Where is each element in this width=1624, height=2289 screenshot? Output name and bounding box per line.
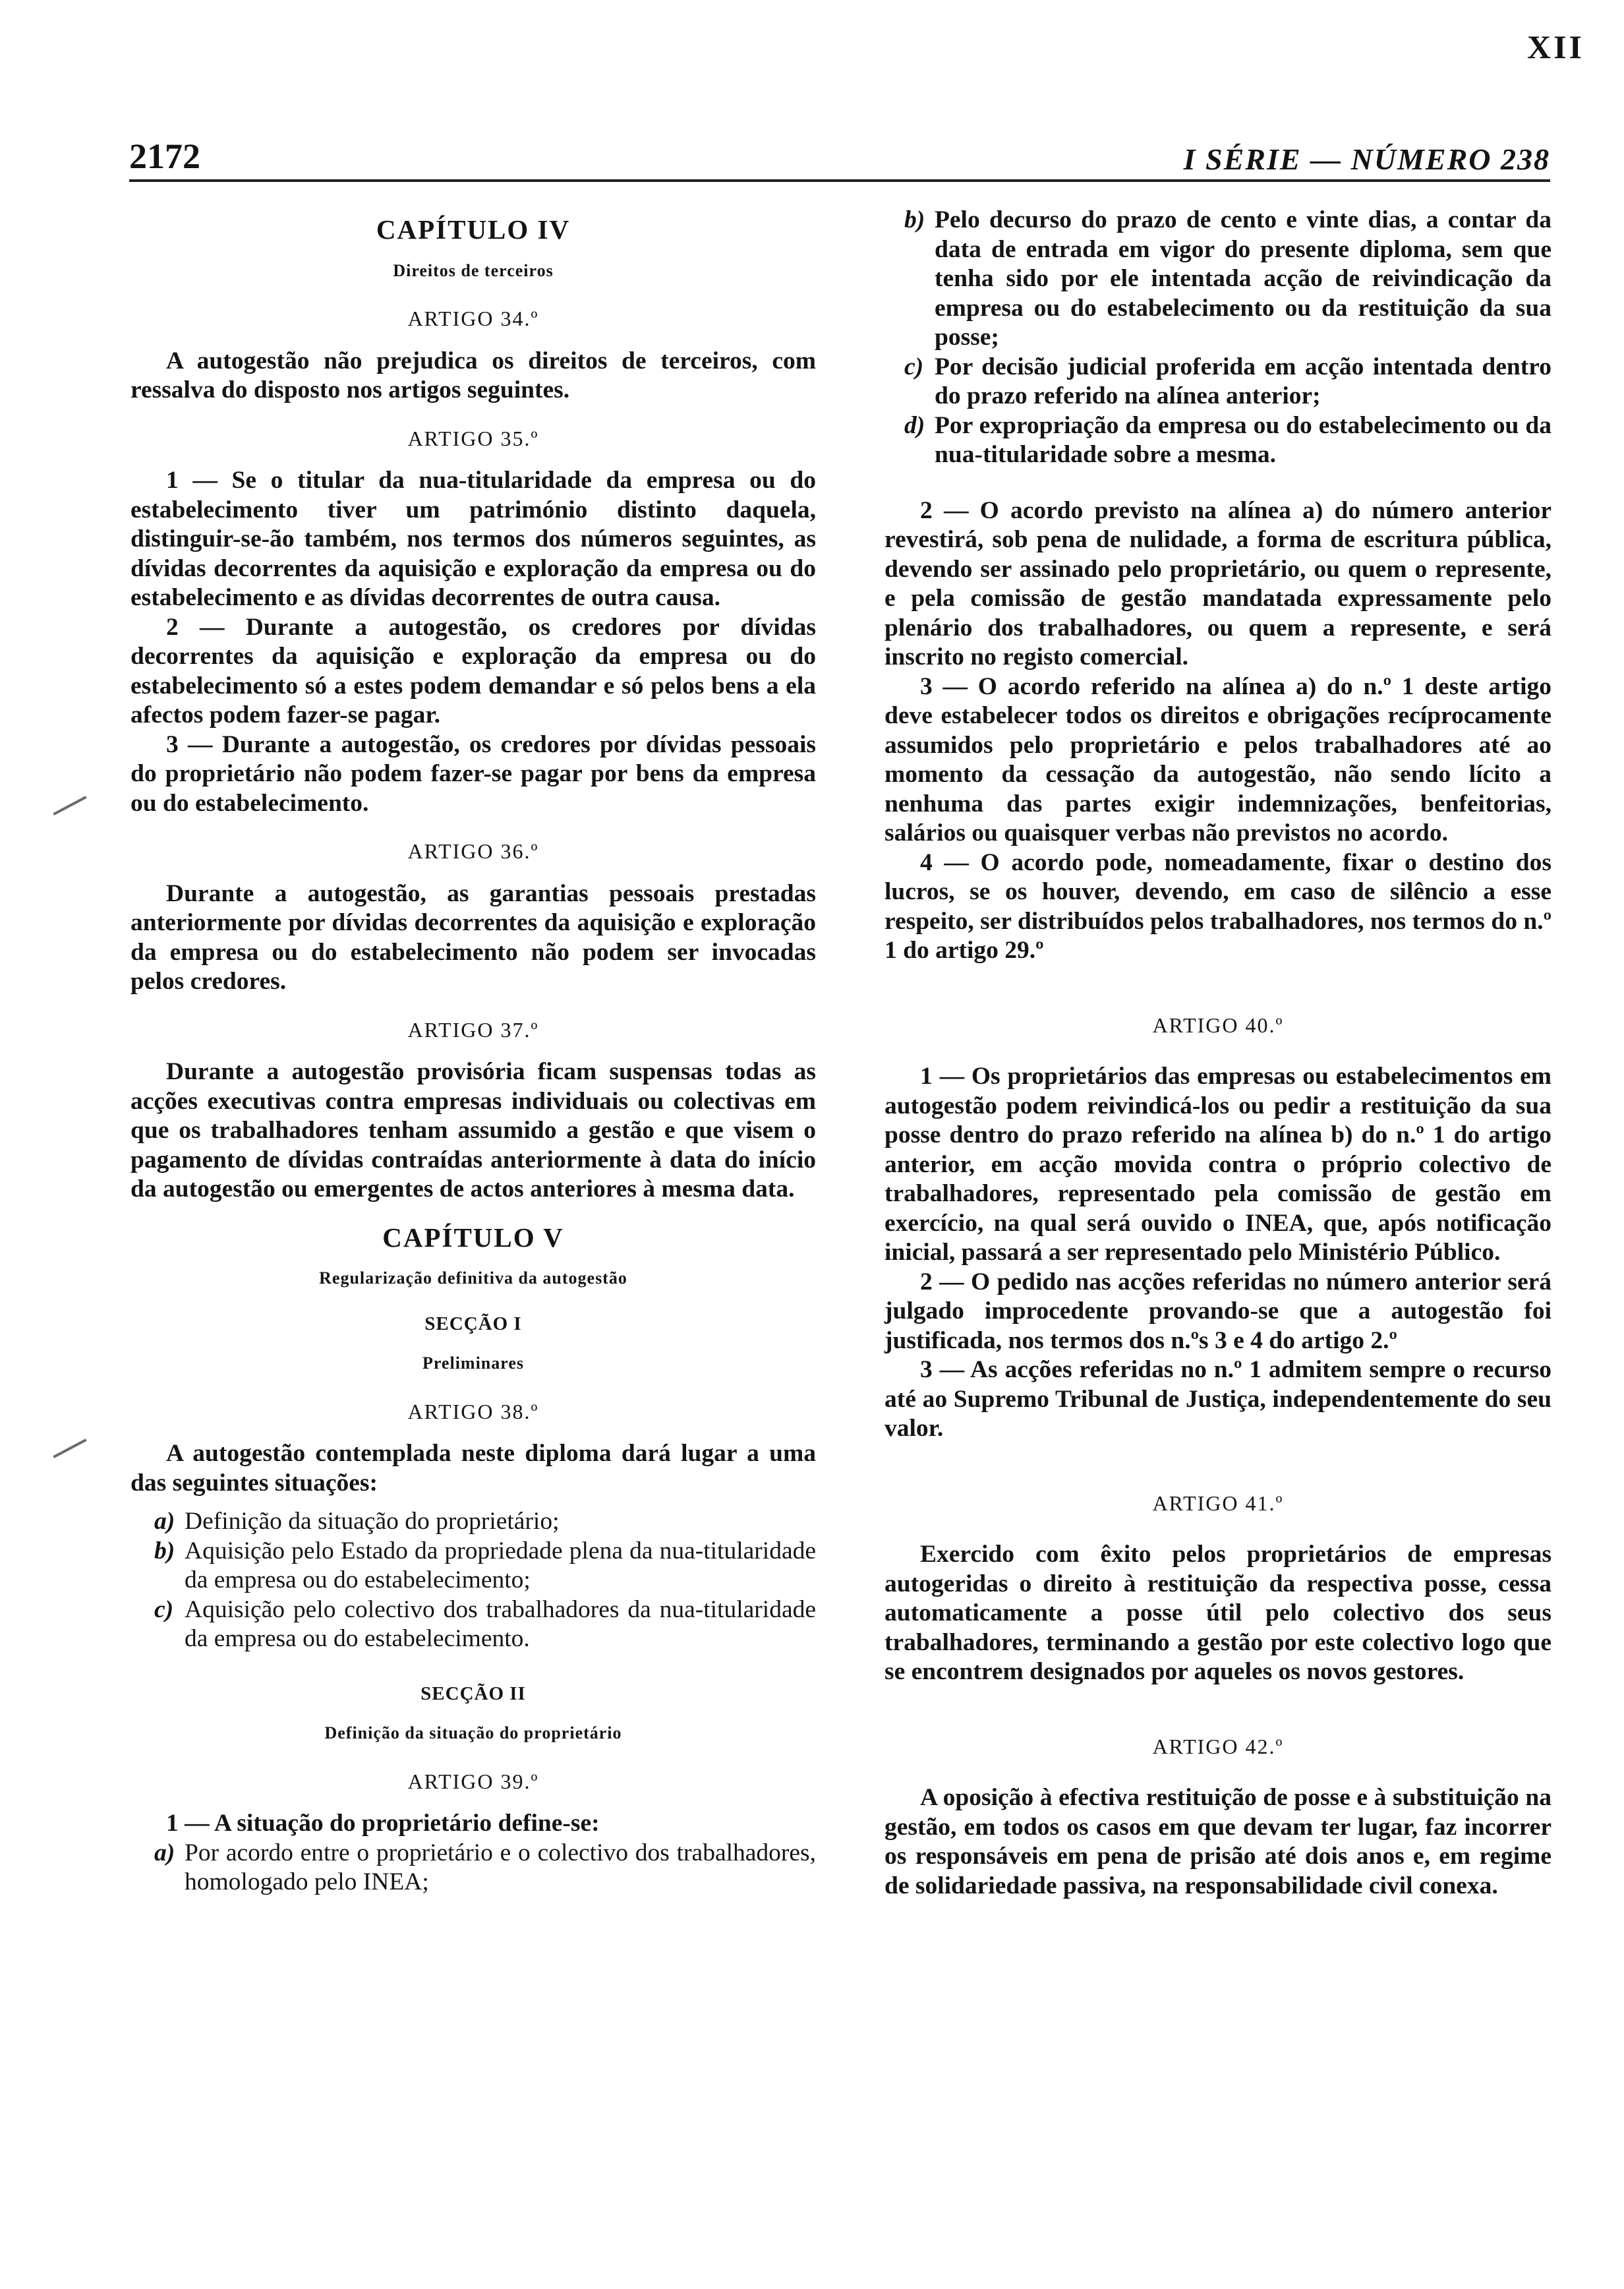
article-39-paragraph-3: 3 — O acordo referido na alínea a) do n.º 1 deste artigo deve estabelecer todos os direitos e obrigações recíprocamente assumidos pelo proprietário e pelos trabalhadores até ao momento da cessação da autogestão, não sendo lícito a nenhuma das partes exigir indemnizações, benfeitorias, salários ou quaisquer verbas não previstos no acordo. — [884, 672, 1552, 847]
page-header — [129, 132, 1550, 182]
series-label: I SÉRIE — NÚMERO 238 — [1183, 142, 1550, 176]
article-35-paragraph-3: 3 — Durante a autogestão, os credores por dívidas pessoais do proprietário não podem fazer-se pagar por bens da empresa ou do estabelecimento. — [130, 730, 816, 817]
list-item-mark: b) — [154, 1537, 175, 1564]
left-column — [130, 206, 816, 1897]
section-ii-title: SECÇÃO II — [420, 1682, 526, 1704]
list-item-text: Por expropriação da empresa ou do estabelecimento ou da nua-titularidade sobre a mesma. — [935, 411, 1552, 468]
section-ii-subtitle: Definição da situação do proprietário — [324, 1723, 622, 1742]
article-36-paragraph-1: Durante a autogestão, as garantias pessoais prestadas anteriormente por dívidas decorrentes da aquisição e exploração da empresa ou do estabelecimento não podem ser invocadas pelos credores. — [130, 879, 816, 995]
section-i-subtitle: Preliminares — [422, 1353, 524, 1373]
article-40-paragraph-3: 3 — As acções referidas no n.º 1 admitem sempre o recurso até ao Supremo Tribunal de Justiça, independentemente do seu valor. — [884, 1356, 1552, 1442]
list-item-mark: c) — [904, 353, 924, 380]
article-39-title: ARTIGO 39.º — [407, 1769, 539, 1793]
article-35-title: ARTIGO 35.º — [407, 426, 539, 450]
article-39-paragraph-1: 1 — A situação do proprietário define-se: — [166, 1810, 600, 1837]
list-item-text: Aquisição pelo colectivo dos trabalhadores da nua-titularidade da empresa ou do estabelecimento. — [185, 1595, 816, 1652]
list-item-mark: a) — [154, 1508, 175, 1535]
article-41-paragraph-1: Exercido com êxito pelos proprietários de empresas autogeridas o direito à restituição da respectiva posse, cessa automaticamente a posse útil pelo colectivo dos seus trabalhadores, terminando a gestão por este colectivo logo que se encontrem designados por aqueles os novos gestores. — [884, 1541, 1552, 1685]
article-40-title: ARTIGO 40.º — [1152, 1013, 1284, 1037]
article-34-title: ARTIGO 34.º — [407, 307, 539, 330]
chapter-iv-subtitle: Direitos de terceiros — [393, 260, 554, 280]
list-item — [154, 1507, 816, 1537]
article-39-paragraph-4: 4 — O acordo pode, nomeadamente, fixar o destino dos lucros, se os houver, devendo, em caso de silêncio a esse respeito, ser distribuídos pelos trabalhadores, nos termos do n.º 1 do artigo 29.º — [884, 848, 1552, 964]
list-item-text: Por acordo entre o proprietário e o colectivo dos trabalhadores, homologado pelo INEA; — [185, 1839, 816, 1895]
article-34-paragraph-1: A autogestão não prejudica os direitos de terceiros, com ressalva do disposto nos artigos seguintes. — [130, 347, 816, 403]
article-37-title: ARTIGO 37.º — [407, 1017, 539, 1042]
page-number: 2172 — [129, 136, 200, 176]
list-item — [904, 353, 1552, 411]
list-item-text: Definição da situação do proprietário; — [185, 1508, 560, 1535]
article-39-paragraph-2: 2 — O acordo previsto na alínea a) do número anterior revestirá, sob pena de nulidade, a forma de escritura pública, devendo ser assinado pelo proprietário, ou quem o represente, e pela comissão de gestão mandatada expressamente pelo plenário dos trabalhadores, ou quem a represente, e será inscrito no registo comercial. — [884, 496, 1552, 670]
chapter-iv-title: CAPÍTULO IV — [376, 214, 571, 245]
margin-mark — [53, 1439, 86, 1458]
article-36-title: ARTIGO 36.º — [407, 839, 539, 863]
article-37-paragraph-1: Durante a autogestão provisória ficam suspensas todas as acções executivas contra empresas individuais ou colectivas em que os trabalhadores tenham assumido a gestão e que visem o pagamento de dívidas contraídas anteriormente à data do início da autogestão ou emergentes de actos anteriores à mesma data. — [130, 1058, 816, 1203]
article-40-paragraph-2: 2 — O pedido nas acções referidas no número anterior será julgado improcedente provando-se que a autogestão foi justificada, nos termos dos n.ºs 3 e 4 do artigo 2.º — [884, 1268, 1552, 1354]
chapter-v-subtitle: Regularização definitiva da autogestão — [319, 1268, 627, 1288]
list-item-mark: a) — [154, 1839, 175, 1866]
list-item-mark: d) — [904, 411, 925, 439]
article-35-paragraph-1: 1 — Se o titular da nua-titularidade da empresa ou do estabelecimento tiver um património distinto daquela, distinguir-se-ão também, nos termos dos números seguintes, as dívidas decorrentes da aquisição e exploração da empresa ou do estabelecimento e as dívidas decorrentes de outra causa. — [130, 467, 816, 611]
article-41-title: ARTIGO 41.º — [1152, 1491, 1284, 1515]
list-item — [154, 1537, 816, 1595]
article-42-paragraph-1: A oposição à efectiva restituição de posse e à substituição na gestão, em todos os casos em que devam ter lugar, faz incorrer os responsáveis em pena de prisão até dois anos e, em regime de solidariedade passiva, na responsabilidade civil conexa. — [884, 1784, 1552, 1899]
corner-marker: XII — [1526, 28, 1584, 65]
article-38-title: ARTIGO 38.º — [407, 1399, 539, 1423]
article-40-paragraph-1: 1 — Os proprietários das empresas ou estabelecimentos em autogestão podem reivindicá-los ou pedir a restituição da sua posse dentro do prazo referido na alínea b) do n.º 1 do artigo anterior, em acção movida contra o próprio colectivo de trabalhadores, representado pela comissão de gestão em exercício, na qual será ouvido o INEA, que, após notificação inicial, passará a ser representado pelo Ministério Público. — [884, 1063, 1552, 1266]
list-item — [904, 206, 1552, 353]
margin-mark — [53, 796, 86, 816]
article-38-paragraph-1: A autogestão contemplada neste diploma dará lugar a uma das seguintes situações: — [130, 1440, 816, 1497]
list-item-mark: b) — [904, 206, 925, 233]
section-i-title: SECÇÃO I — [424, 1313, 522, 1334]
article-42-title: ARTIGO 42.º — [1152, 1734, 1284, 1758]
list-item-text: Aquisição pelo Estado da propriedade plena da nua-titularidade da empresa ou do estabelecimento; — [185, 1537, 816, 1593]
article-35-paragraph-2: 2 — Durante a autogestão, os credores por dívidas decorrentes da aquisição e exploração da empresa ou do estabelecimento só a estes podem demandar e só pelos bens a ela afectos podem fazer-se pagar. — [130, 613, 816, 728]
list-item — [904, 411, 1552, 470]
list-item — [154, 1595, 816, 1654]
right-column — [884, 206, 1552, 1901]
list-item-text: Pelo decurso do prazo de cento e vinte dias, a contar da data de entrada em vigor do presente diploma, sem que tenha sido por ele intentada acção de reivindicação da empresa ou do estabelecimento ou da restituição da sua posse; — [935, 206, 1552, 351]
list-item — [154, 1839, 816, 1897]
list-item-mark: c) — [154, 1595, 174, 1623]
list-item-text: Por decisão judicial proferida em acção intentada dentro do prazo referido na alínea anterior; — [935, 353, 1552, 409]
chapter-v-title: CAPÍTULO V — [382, 1222, 564, 1253]
